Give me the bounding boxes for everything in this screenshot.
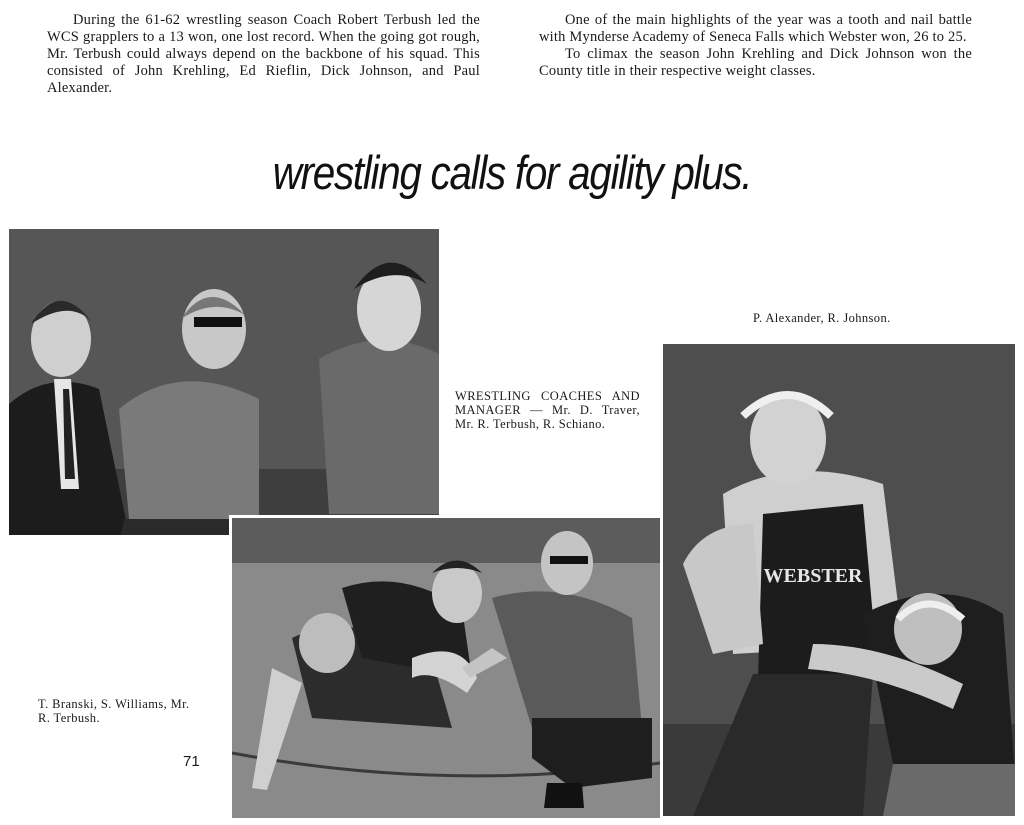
page-number: 71: [183, 753, 200, 770]
wrestlers-photo: [663, 344, 1015, 816]
article-right-column: [539, 12, 972, 80]
article-paragraph-1: During the 61-62 wrestling season Coach Robert Terbush led the WCS grapplers to a 13 won, one lost record. When the going got rough, Mr. Terbush could always depend on the backbone of his squad. This consisted of John Krehling, Ed Rieflin, Dick Johnson, and Paul Alexander.: [47, 12, 480, 96]
coaches-photo: [9, 229, 439, 535]
singlet-lettering: WEBSTER: [763, 565, 863, 587]
practice-photo: [229, 515, 660, 818]
coaches-caption: WRESTLING COACHES AND MANAGER — Mr. D. Traver, Mr. R. Terbush, R. Schiano.: [455, 389, 640, 431]
wrestlers-caption: P. Alexander, R. Johnson.: [753, 311, 891, 325]
article-paragraph-3: To climax the season John Krehling and Dick Johnson won the County title in their respective weight classes.: [539, 46, 972, 79]
article-left-column: [47, 12, 480, 97]
page-headline: wrestling calls for agility plus.: [272, 146, 752, 199]
article-paragraph-2: One of the main highlights of the year was a tooth and nail battle with Mynderse Academy of Seneca Falls which Webster won, 26 to 25.: [539, 12, 972, 45]
practice-caption: T. Branski, S. Williams, Mr. R. Terbush.: [38, 697, 190, 725]
